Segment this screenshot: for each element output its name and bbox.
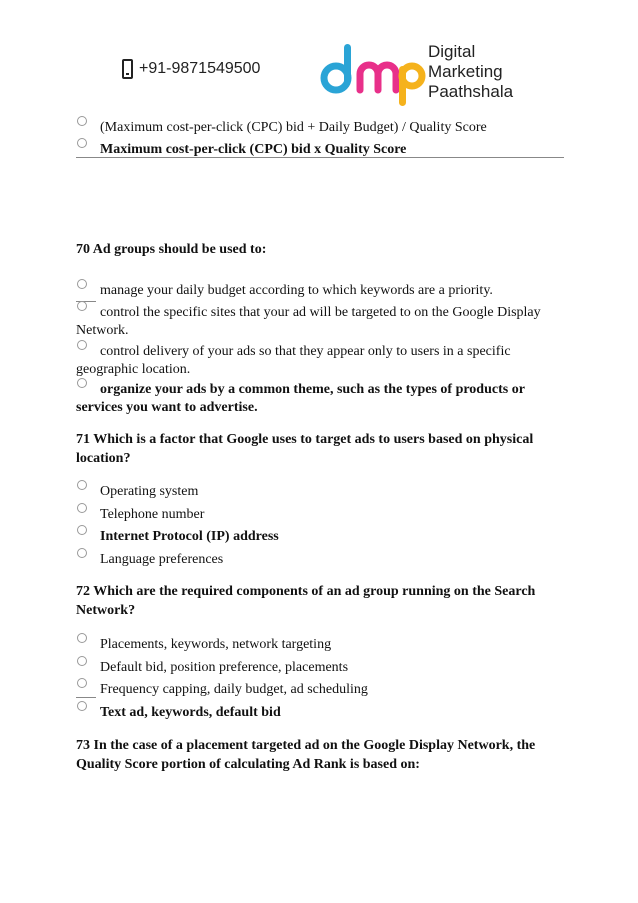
question-70-title: 70 Ad groups should be used to:	[76, 242, 267, 257]
option-radio[interactable]	[76, 483, 198, 501]
option-label: control the specific sites that your ad will be targeted to on the Google Display	[100, 305, 541, 320]
section-divider	[76, 157, 564, 158]
question-title-line2: Network?	[76, 603, 136, 618]
option-label-cont: Network.	[76, 323, 129, 338]
phone-number: +91-9871549500	[139, 60, 261, 77]
radio-icon[interactable]	[76, 339, 88, 351]
option-label: Internet Protocol (IP) address	[100, 529, 279, 544]
option-label: control delivery of your ads so that they appear only to users in a specific	[100, 344, 511, 359]
radio-icon[interactable]	[76, 677, 88, 689]
mobile-phone-icon	[122, 59, 133, 79]
option-label: (Maximum cost-per-click (CPC) bid + Daily Budget) / Quality Score	[100, 120, 487, 135]
question-title-line1: 71 Which is a factor that Google uses to target ads to users based on physical	[76, 432, 534, 447]
option-label: manage your daily budget according to which keywords are a priority.	[100, 283, 493, 298]
radio-icon[interactable]	[76, 547, 88, 559]
radio-icon[interactable]	[76, 632, 88, 644]
option-radio[interactable]	[76, 506, 204, 524]
radio-icon[interactable]	[76, 137, 88, 149]
option-radio[interactable]	[76, 659, 348, 677]
radio-icon[interactable]	[76, 278, 88, 290]
option-label: Maximum cost-per-click (CPC) bid x Quality Score	[100, 142, 407, 157]
option-label: Telephone number	[100, 507, 205, 522]
option-radio[interactable]	[76, 343, 566, 379]
option-radio[interactable]	[76, 304, 566, 340]
option-radio[interactable]	[76, 119, 487, 137]
question-title-line2: location?	[76, 451, 131, 466]
question-title-line2: Quality Score portion of calculating Ad Rank is based on:	[76, 757, 420, 772]
radio-icon[interactable]	[76, 700, 88, 712]
brand-line-1: Digital	[428, 42, 476, 61]
option-radio[interactable]	[76, 282, 566, 300]
option-label: Placements, keywords, network targeting	[100, 637, 332, 652]
radio-icon[interactable]	[76, 479, 88, 491]
option-underline	[76, 697, 96, 698]
radio-icon[interactable]	[76, 115, 88, 127]
header-phone	[122, 56, 260, 82]
dmp-logo-mark-icon	[320, 38, 426, 110]
question-title-line1: 73 In the case of a placement targeted ad on the Google Display Network, the	[76, 738, 536, 753]
option-radio-correct[interactable]	[76, 381, 566, 417]
brand-line-3: Paathshala	[428, 82, 514, 101]
option-label: Frequency capping, daily budget, ad scheduling	[100, 682, 368, 697]
option-radio[interactable]	[76, 551, 223, 569]
radio-icon[interactable]	[76, 655, 88, 667]
question-71-title	[76, 430, 566, 468]
option-label: Default bid, position preference, placements	[100, 660, 349, 675]
option-label-cont: services you want to advertise.	[76, 400, 258, 415]
radio-icon[interactable]	[76, 377, 88, 389]
brand-logo	[320, 38, 530, 113]
option-label: Text ad, keywords, default bid	[100, 705, 281, 720]
option-radio-correct[interactable]	[76, 704, 281, 722]
option-radio[interactable]	[76, 636, 331, 654]
option-label: Language preferences	[100, 552, 224, 567]
option-label: Operating system	[100, 484, 199, 499]
radio-icon[interactable]	[76, 502, 88, 514]
radio-icon[interactable]	[76, 524, 88, 536]
question-title-line1: 72 Which are the required components of an ad group running on the Search	[76, 584, 536, 599]
option-label: organize your ads by a common theme, such as the types of products or	[100, 382, 525, 397]
radio-icon[interactable]	[76, 300, 88, 312]
option-label-cont: geographic location.	[76, 362, 191, 377]
brand-line-2: Marketing	[428, 62, 503, 81]
question-73-title	[76, 736, 566, 774]
question-72-title	[76, 582, 566, 620]
option-radio[interactable]	[76, 681, 368, 699]
option-radio-correct[interactable]	[76, 528, 279, 546]
brand-name	[428, 42, 513, 102]
